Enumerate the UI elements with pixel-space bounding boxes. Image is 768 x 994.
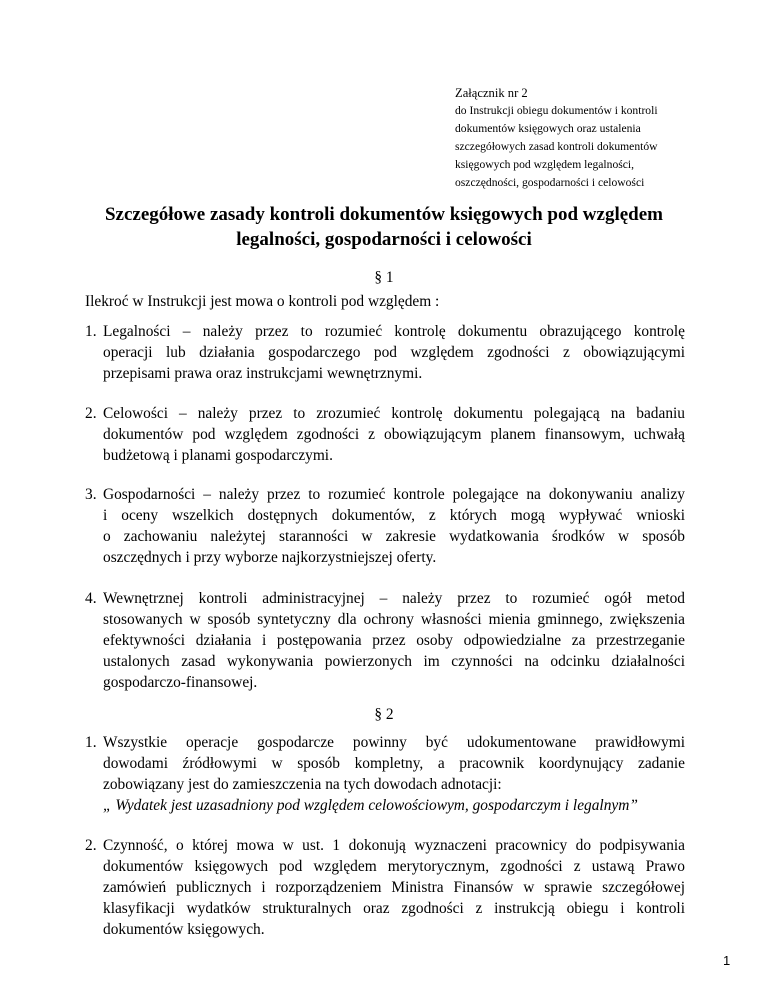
list-item-line: operacji lub działania gospodarczego pod względem zgodności z obowiązującymi [103,344,685,361]
list-item-line: przepisami prawa oraz instrukcjami wewnętrznymi. [103,365,423,382]
list-item-line: dokumentów księgowych pod względem merytorycznym, zgodności z ustawą Prawo [103,858,685,875]
list-item-line: stosowanych w sposób syntetyczny dla ochrony własności mienia gminnego, zwiększenia [103,611,685,628]
list-item-number: 1. [85,323,97,340]
list-item-line: dokumentów pod względem zgodności z obowiązującym planem finansowym, uchwałą [103,426,685,443]
list-item [85,588,685,693]
list-item-number: 3. [85,486,97,503]
attachment-line: dokumentów księgowych oraz ustalenia [455,122,641,135]
section-1-mark: § 1 [374,269,394,286]
section-2-mark: § 2 [374,706,394,723]
list-item-line: zamówień publicznych i rozporządzeniem Ministra Finansów w sprawie szczegółowej [103,879,685,896]
list-item [85,403,685,466]
list-item-line: oszczędnych i przy wyborze najkorzystniejszej oferty. [103,549,437,566]
list-item-line: Gospodarności – należy przez to rozumieć kontrole polegające na dokonywaniu analizy [103,486,685,503]
list-item-line: zobowiązany jest do zamieszczenia na tych dowodach adnotacji: [103,776,502,793]
document-title-line-2: legalności, gospodarności i celowości [236,229,532,250]
list-item [85,732,685,816]
attachment-line: do Instrukcji obiegu dokumentów i kontroli [455,104,658,117]
section-1-intro: Ilekroć w Instrukcji jest mowa o kontroli pod względem : [85,293,440,310]
list-item-line: Wszystkie operacje gospodarcze powinny być udokumentowane prawidłowymi [103,734,685,751]
list-item-line: Wewnętrznej kontroli administracyjnej – należy przez to rozumieć ogół metod [103,590,685,607]
list-item-line: dowodami źródłowymi w sposób kompletny, a pracownik koordynujący zadanie [103,755,685,772]
list-item-number: 2. [85,837,97,854]
list-item-line: Legalności – należy przez to rozumieć kontrolę dokumentu obrazującego kontrolę [103,323,685,340]
list-item-line: Celowości – należy przez to zrozumieć kontrolę dokumentu polegającą na badaniu [103,405,685,422]
attachment-line: szczegółowych zasad kontroli dokumentów [455,140,658,153]
document-title [60,202,708,252]
annotation-quote: „ Wydatek jest uzasadniony pod względem celowościowym, gospodarczym i legalnym” [103,797,638,814]
list-item-number: 1. [85,734,97,751]
list-item-line: klasyfikacji wydatków strukturalnych oraz zgodności z instrukcją obiegu i kontroli [103,900,685,917]
list-item-line: Czynność, o której mowa w ust. 1 dokonują wyznaczeni pracownicy do podpisywania [103,837,685,854]
attachment-line: księgowych pod względem legalności, [455,158,635,171]
attachment-line: oszczędności, gospodarności i celowości [455,176,645,189]
list-item-line: budżetową i planami gospodarczymi. [103,447,333,464]
page-number: 1 [723,953,731,968]
document-title-line-1: Szczegółowe zasady kontroli dokumentów księgowych pod względem [104,204,664,225]
list-item [85,321,685,384]
list-item [85,484,685,568]
list-item-line: dokumentów księgowych. [103,921,265,938]
list-item-number: 4. [85,590,97,607]
list-item-line: i oceny wszelkich dostępnych dokumentów, z których mogą wypływać wnioski [103,507,685,524]
attachment-title: Załącznik nr 2 [455,86,528,100]
attachment-note [455,84,705,192]
list-item-line: efektywności działania i postępowania przez osoby odpowiedzialne za przestrzeganie [103,632,685,649]
list-item-number: 2. [85,405,97,422]
list-item-line: gospodarczo-finansowej. [103,674,258,691]
list-item-line: ustalonych zasad wykonywania powierzonych im czynności na odcinku działalności [103,653,685,670]
list-item [85,835,685,940]
list-item-line: o zachowaniu należytej staranności w zakresie wydatkowania środków w sposób [103,528,685,545]
